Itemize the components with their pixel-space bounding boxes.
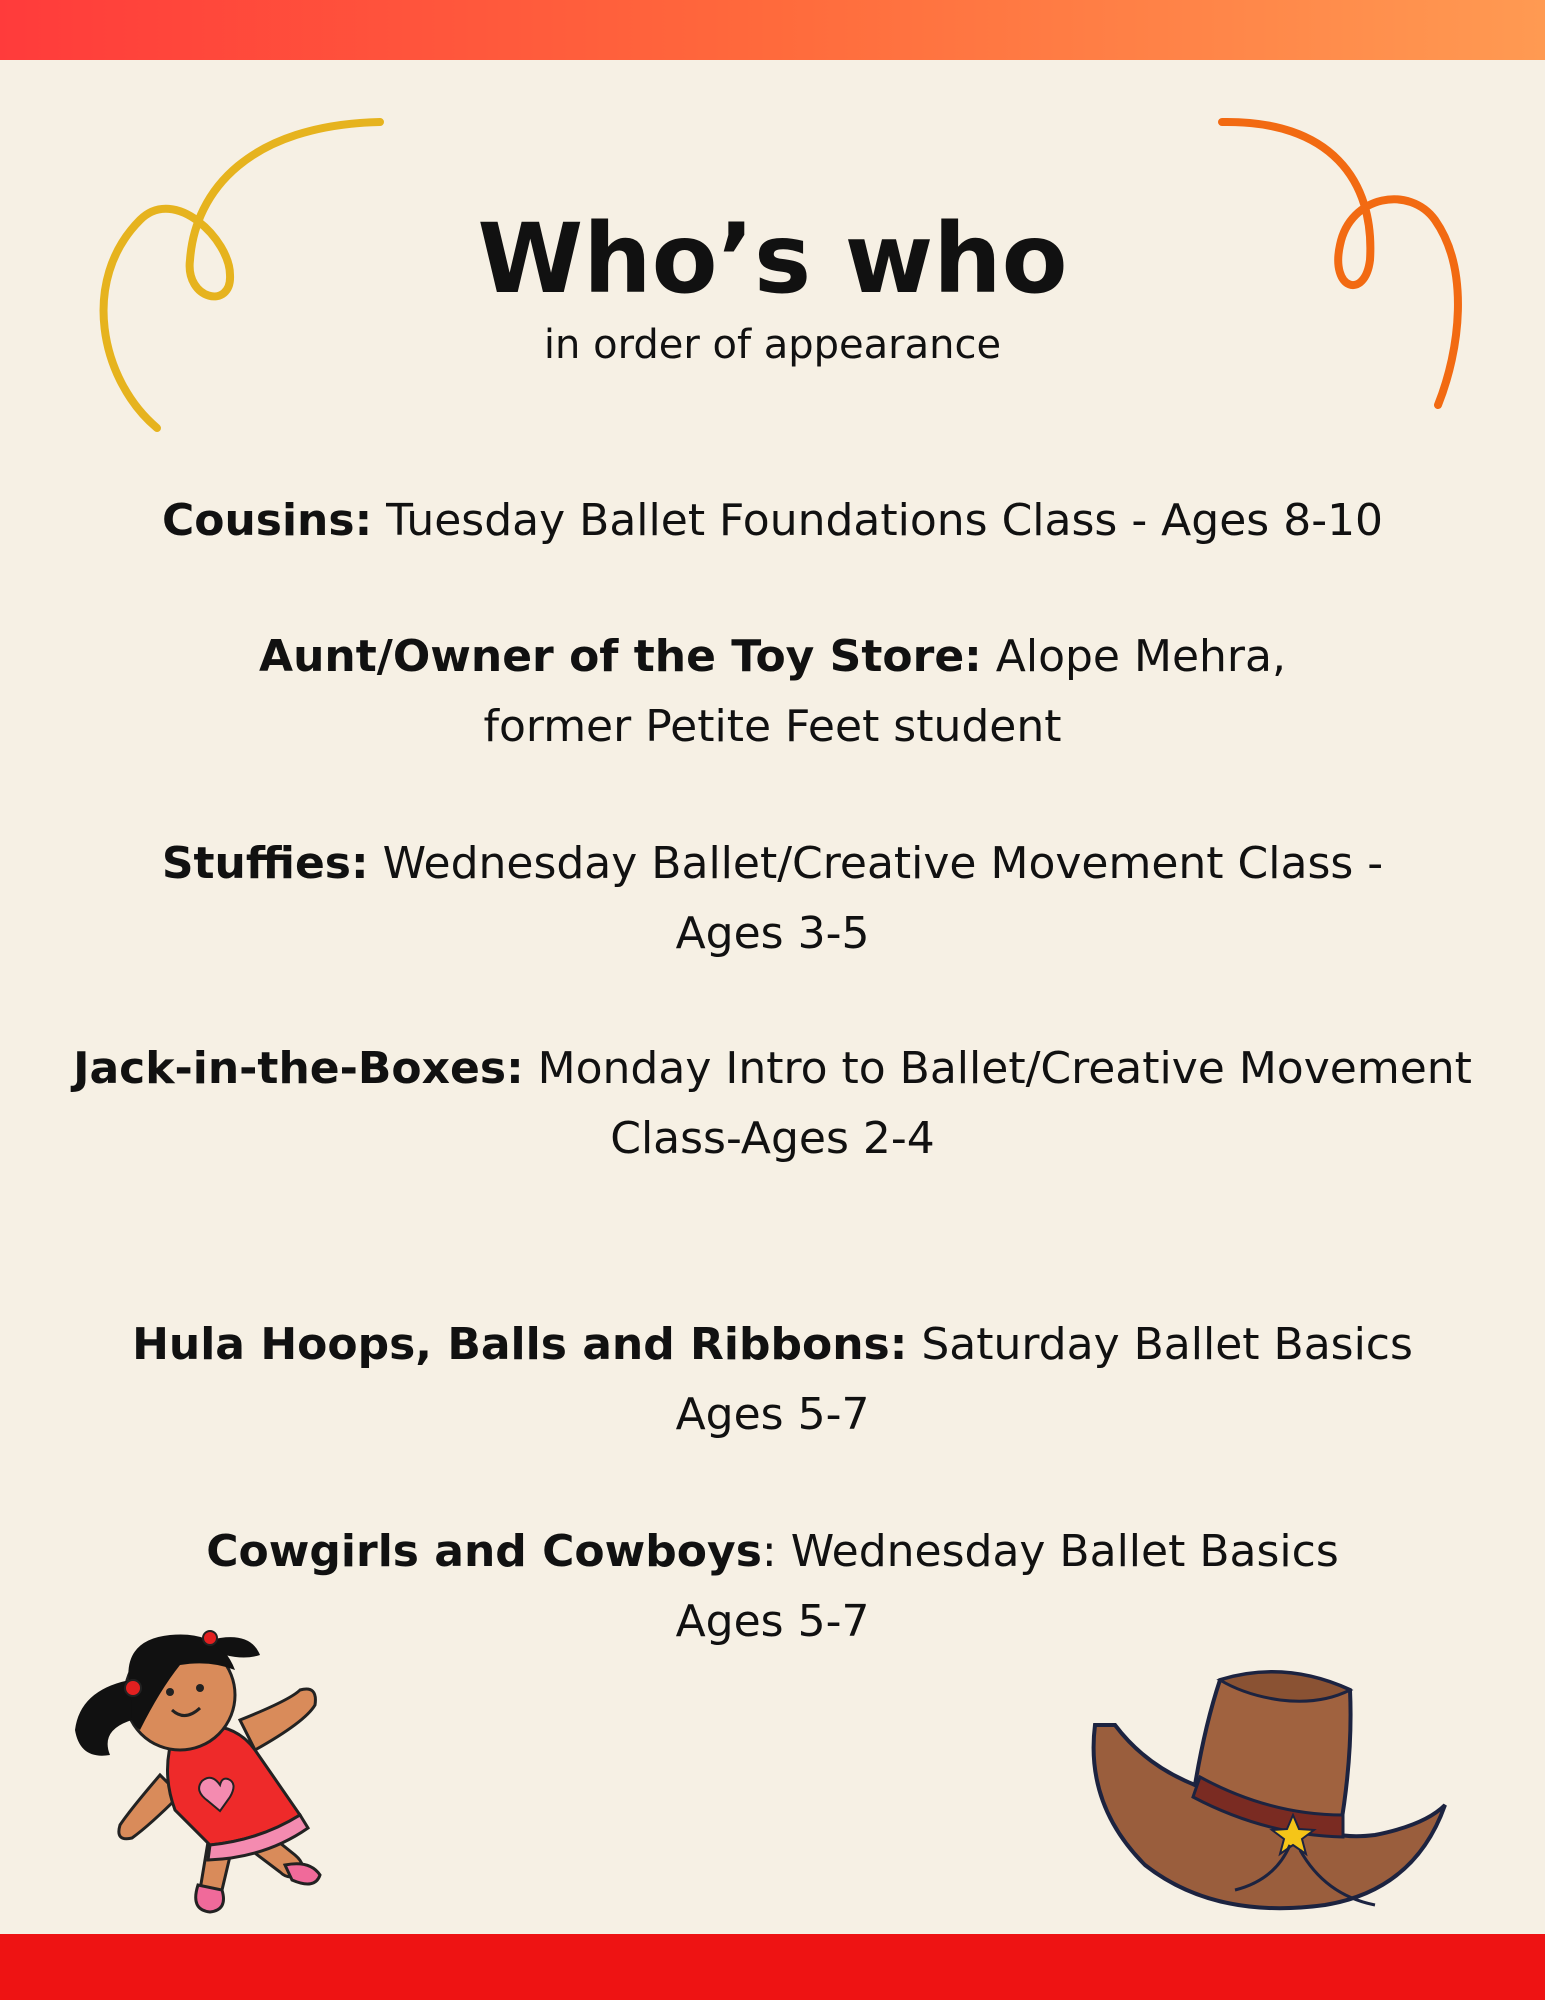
cast-entry-cousins [30, 486, 1515, 556]
page-title: Who’s who [477, 203, 1068, 315]
bottom-accent-bar [0, 1934, 1545, 2000]
cast-description: : Wednesday Ballet Basics [761, 1526, 1339, 1577]
page-subtitle: in order of appearance [543, 322, 1002, 368]
cast-description: Alope Mehra, [981, 631, 1286, 682]
cast-description-line2: Class-Ages 2-4 [610, 1113, 935, 1164]
doll-icon [60, 1610, 340, 1920]
cast-role: Hula Hoops, Balls and Ribbons: [132, 1319, 908, 1370]
cast-description-line2: Ages 5-7 [675, 1596, 870, 1647]
cast-entry-jack-in-the-boxes [30, 1034, 1515, 1174]
cast-role: Cousins: [161, 495, 373, 546]
cast-role: Aunt/Owner of the Toy Store: [259, 631, 982, 682]
cast-role: Stuffies: [161, 838, 369, 889]
cast-description: Wednesday Ballet/Creative Movement Class - [368, 838, 1384, 889]
cast-description: Monday Intro to Ballet/Creative Movement [523, 1043, 1472, 1094]
cast-entry-hula-hoops [30, 1310, 1515, 1450]
cast-entry-aunt [30, 622, 1515, 762]
cast-description-line2: Ages 3-5 [675, 908, 870, 959]
cast-description-line2: former Petite Feet student [483, 701, 1062, 752]
cowboy-hat-icon [1085, 1665, 1455, 1925]
cast-description: Tuesday Ballet Foundations Class - Ages 8-10 [372, 495, 1384, 546]
cast-role: Cowgirls and Cowboys [206, 1526, 762, 1577]
cast-description: Saturday Ballet Basics [907, 1319, 1413, 1370]
cast-role: Jack-in-the-Boxes: [73, 1043, 524, 1094]
cast-description-line2: Ages 5-7 [675, 1389, 870, 1440]
cast-entry-stuffies [30, 829, 1515, 969]
top-accent-bar [0, 0, 1545, 60]
